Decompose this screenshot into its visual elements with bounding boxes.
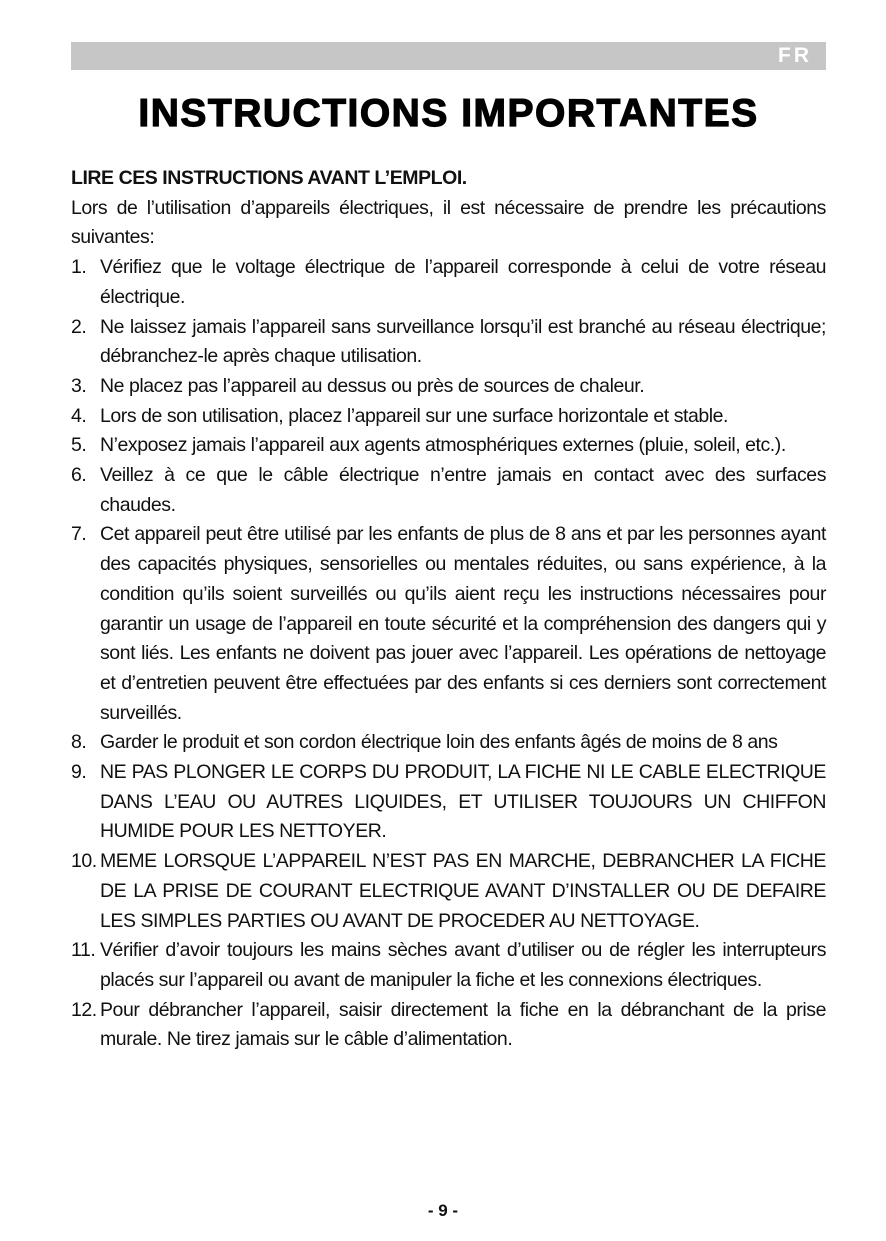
item-text: Garder le produit et son cordon électrique loin des enfants âgés de moins de 8 ans xyxy=(100,731,778,754)
instruction-list xyxy=(71,253,826,1055)
list-item xyxy=(71,936,826,995)
page-title: INSTRUCTIONS IMPORTANTES xyxy=(138,92,759,135)
item-text: Vérifiez que le voltage électrique de l’appareil corresponde à celui de votre réseau électrique. xyxy=(100,256,826,308)
list-item xyxy=(71,402,826,432)
item-number: 9. xyxy=(71,761,87,784)
list-item xyxy=(71,253,826,312)
list-item xyxy=(71,847,826,936)
item-number: 8. xyxy=(71,731,87,754)
instructions-body xyxy=(71,164,826,1055)
item-text: Cet appareil peut être utilisé par les enfants de plus de 8 ans et par les personnes ayant des capacités physiques, sensorielles ou mentales réduites, ou sans expérience, à la condition qu’ils soient surveillés ou qu’ils aient reçu les instructions nécessaires pour garantir un usage de l’appareil en toute sécurité et la compréhension des dangers qui y sont liés. Les enfants ne doivent pas jouer avec l’appareil. Les opérations de nettoyage et d’entretien peuvent être effectuées par des enfants si ces derniers sont correctement surveillés. xyxy=(100,523,826,724)
item-number: 1. xyxy=(71,256,87,279)
item-text: Pour débrancher l’appareil, saisir directement la fiche en la débranchant de la prise murale. Ne tirez jamais sur le câble d’alimentation. xyxy=(100,998,826,1051)
item-text: Veillez à ce que le câble électrique n’entre jamais en contact avec des surfaces chaudes. xyxy=(100,464,826,516)
list-item xyxy=(71,461,826,520)
list-item xyxy=(71,431,826,461)
item-number: 12. xyxy=(71,998,97,1021)
item-text: Ne laissez jamais l’appareil sans surveillance lorsqu’il est branché au réseau électrique; débranchez-le après chaque utilisation. xyxy=(100,315,826,368)
page-number: - 9 - xyxy=(427,1201,459,1220)
item-number: 7. xyxy=(71,523,87,546)
list-item xyxy=(71,758,826,847)
item-number: 11. xyxy=(71,939,96,962)
list-item xyxy=(71,313,826,372)
item-text: N’exposez jamais l’appareil aux agents atmosphériques externes (pluie, soleil, etc.). xyxy=(100,434,786,457)
item-number: 5. xyxy=(71,434,87,457)
subheading: LIRE CES INSTRUCTIONS AVANT L’EMPLOI. xyxy=(71,167,467,189)
language-badge: FR xyxy=(778,44,812,67)
item-text: MEME LORSQUE L’APPAREIL N’EST PAS EN MARCHE, DEBRANCHER LA FICHE DE LA PRISE DE COURANT ELECTRIQUE AVANT D’INSTALLER OU DE DEFAIRE LES SIMPLES PARTIES OU AVANT DE PROCEDER AU NETTOYAGE. xyxy=(100,850,826,932)
intro-paragraph: Lors de l’utilisation d’appareils électriques, il est nécessaire de prendre les précautions suivantes: xyxy=(71,196,826,249)
item-number: 10. xyxy=(71,850,97,873)
item-number: 6. xyxy=(71,464,87,487)
item-text: NE PAS PLONGER LE CORPS DU PRODUIT, LA FICHE NI LE CABLE ELECTRIQUE DANS L’EAU OU AUTRES LIQUIDES, ET UTILISER TOUJOURS UN CHIFFON HUMIDE POUR LES NETTOYER. xyxy=(100,761,826,843)
item-text: Lors de son utilisation, placez l’appareil sur une surface horizontale et stable. xyxy=(100,404,729,427)
list-item xyxy=(71,372,826,402)
item-number: 4. xyxy=(71,404,87,427)
item-number: 3. xyxy=(71,374,87,397)
item-text: Vérifier d’avoir toujours les mains sèches avant d’utiliser ou de régler les interrupteurs placés sur l’appareil ou avant de manipuler la fiche et les connexions électriques. xyxy=(100,939,826,991)
language-header-bar xyxy=(71,42,826,70)
list-item xyxy=(71,728,826,758)
list-item xyxy=(71,520,826,728)
item-text: Ne placez pas l’appareil au dessus ou près de sources de chaleur. xyxy=(100,374,645,397)
list-item xyxy=(71,996,826,1055)
item-number: 2. xyxy=(71,315,87,338)
